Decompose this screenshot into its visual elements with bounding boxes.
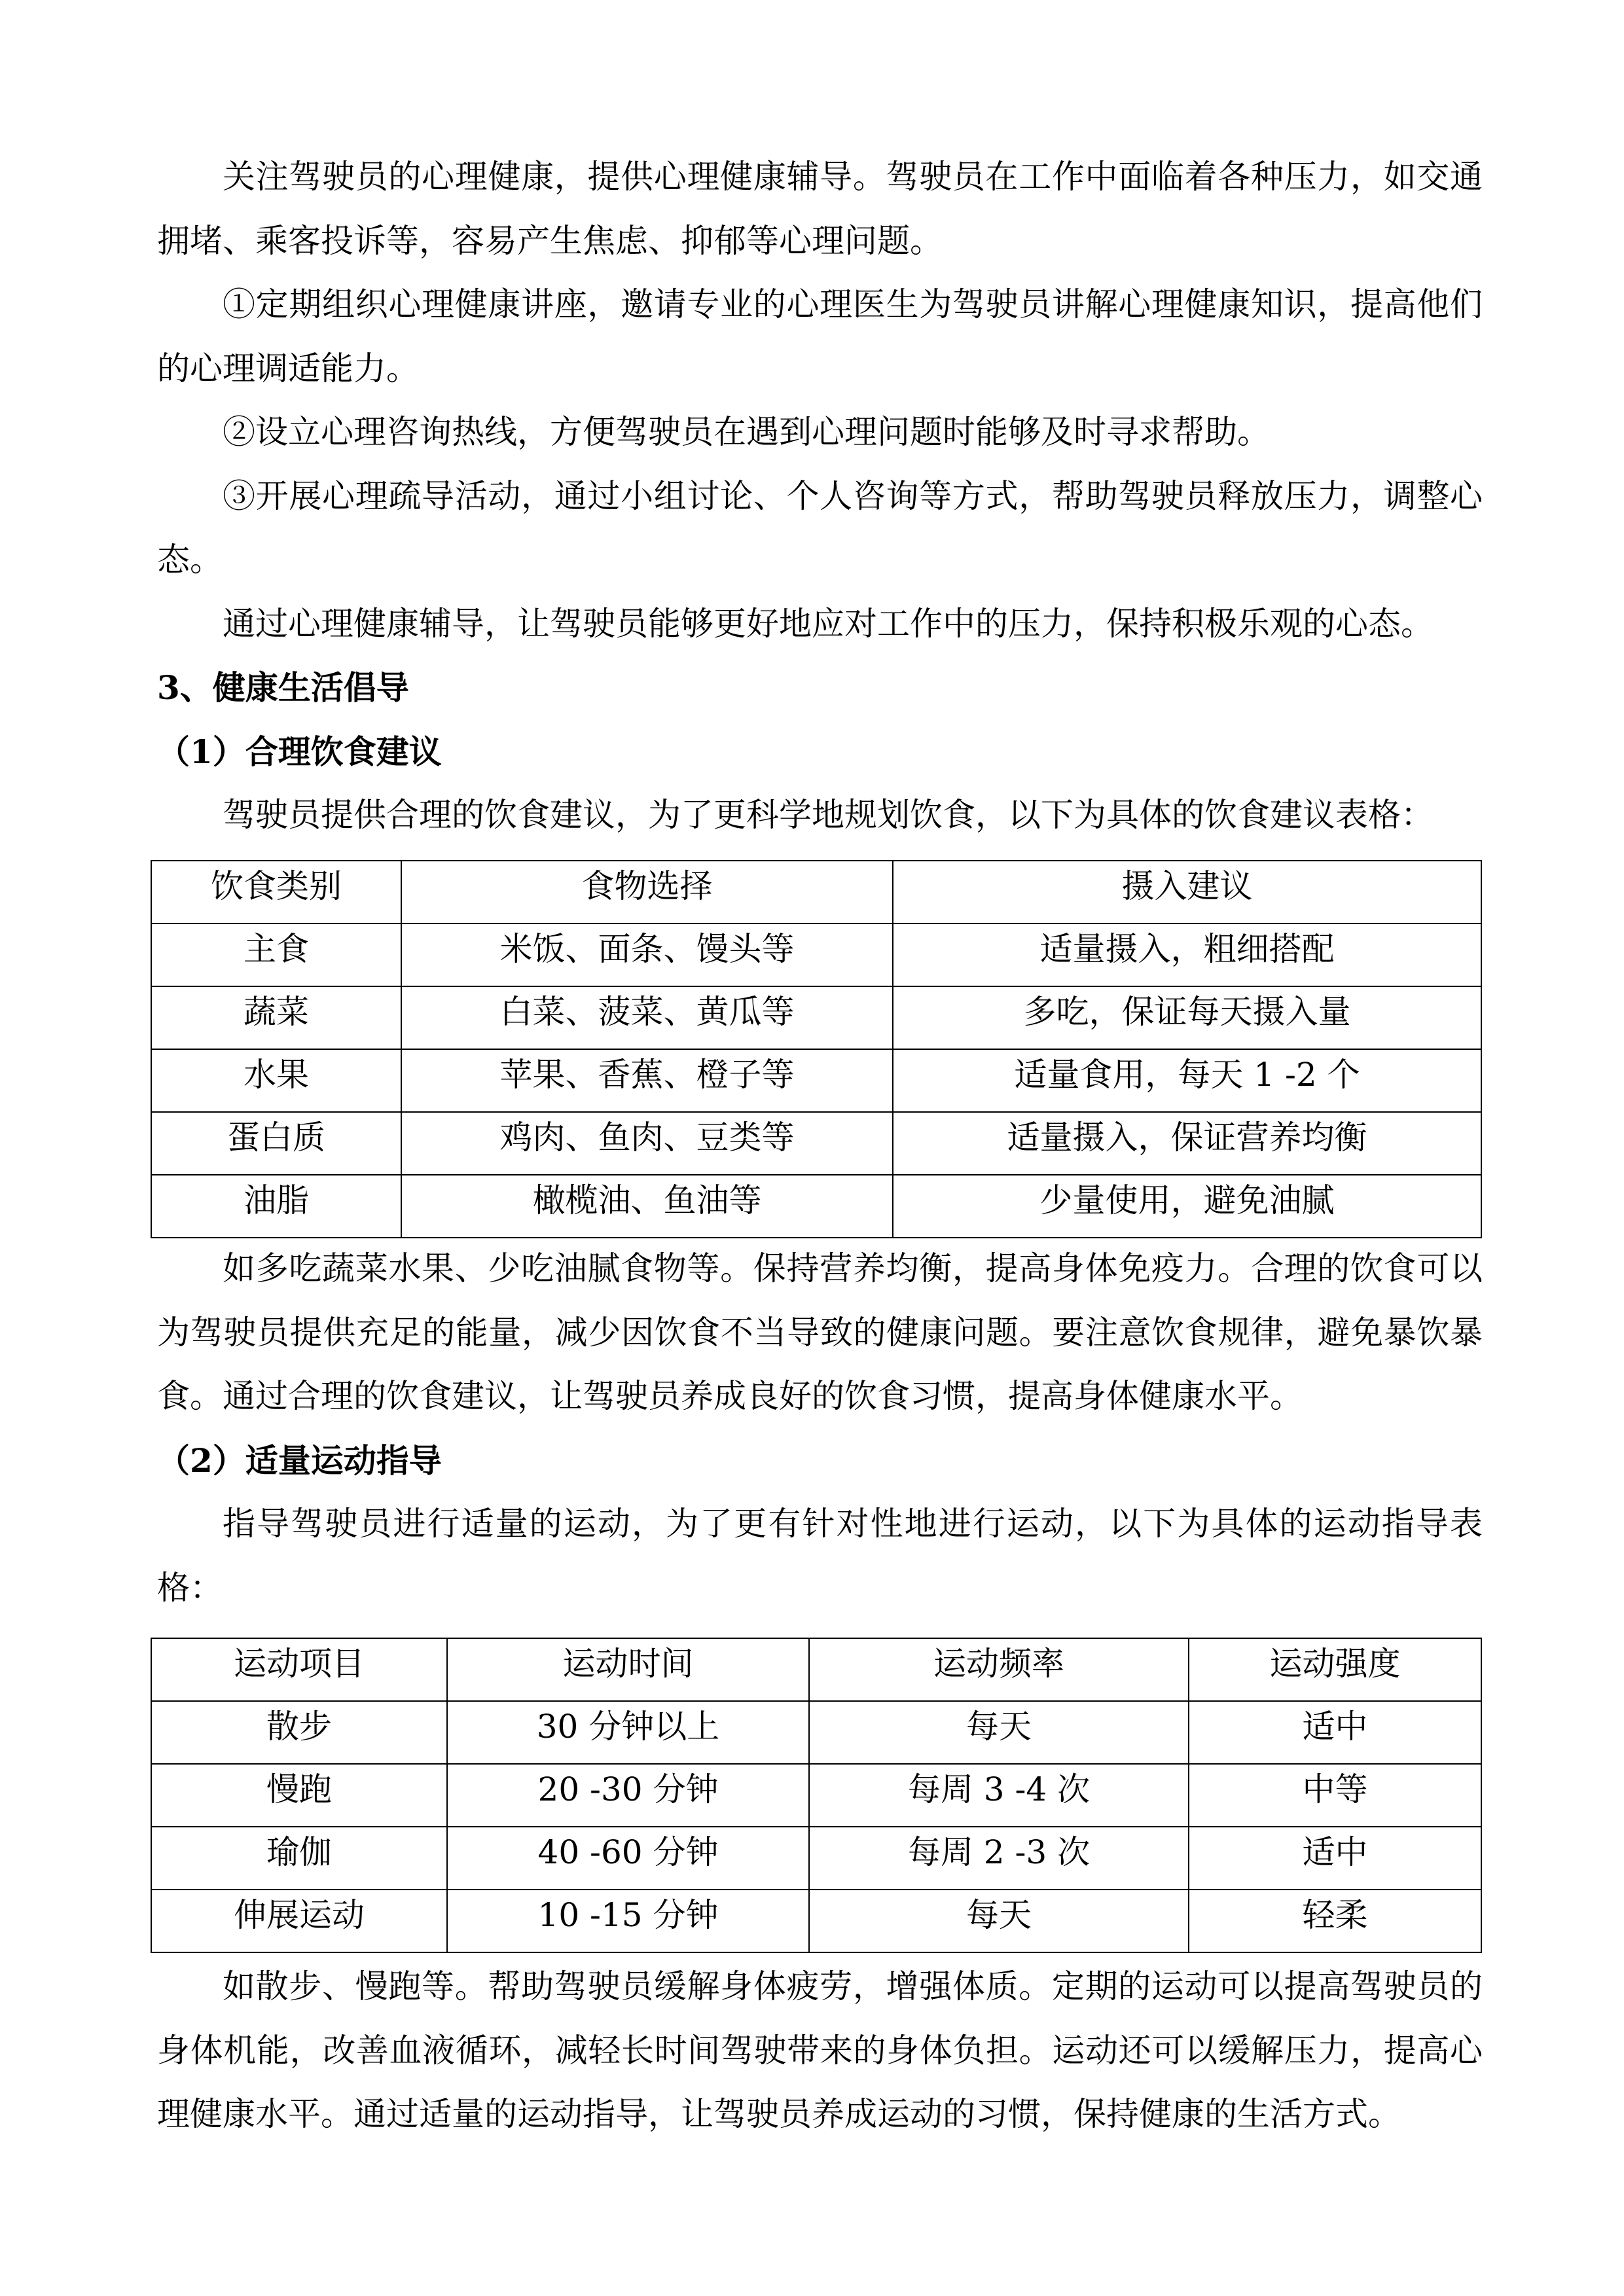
table-row [151,1827,1481,1890]
cell: 每周 3 -4 次 [809,1764,1189,1827]
cell: 主食 [151,924,401,986]
table-header-row [151,1638,1481,1701]
table-header-row [151,861,1481,924]
section-heading: 3、健康生活倡导 [157,668,409,707]
paragraph: ②设立心理咨询热线，方便驾驶员在遇到心理问题时能够及时寻求帮助。 [223,413,1270,451]
table-row [151,1049,1481,1112]
table-row [151,1175,1481,1238]
cell: 散步 [151,1701,447,1764]
table-row [151,986,1481,1049]
cell: 10 -15 分钟 [447,1890,809,1952]
table-row [151,1701,1481,1764]
cell: 米饭、面条、馒头等 [401,924,893,986]
header-cell: 运动强度 [1189,1638,1481,1701]
cell: 伸展运动 [151,1890,447,1952]
table-row [151,1112,1481,1175]
cell: 橄榄油、鱼油等 [401,1175,893,1238]
paragraph: 如多吃蔬菜水果、少吃油腻食物等。保持营养均衡，提高身体免疫力。合理的饮食可以为驾驶员提供充足的能量，减少因饮食不当导致的健康问题。要注意饮食规律，避免暴饮暴食。通过合理的饮食建议，让驾驶员养成良好的饮食习惯，提高身体健康水平。 [157,1249,1483,1415]
cell: 少量使用，避免油腻 [893,1175,1481,1238]
paragraph: ①定期组织心理健康讲座，邀请专业的心理医生为驾驶员讲解心理健康知识，提高他们的心理调适能力。 [157,285,1483,387]
cell: 20 -30 分钟 [447,1764,809,1827]
cell: 适量食用，每天 1 -2 个 [893,1049,1481,1112]
cell: 轻柔 [1189,1890,1481,1952]
cell: 鸡肉、鱼肉、豆类等 [401,1112,893,1175]
diet-table [151,860,1482,1238]
header-cell: 食物选择 [401,861,893,924]
cell: 多吃，保证每天摄入量 [893,986,1481,1049]
cell: 慢跑 [151,1764,447,1827]
cell: 40 -60 分钟 [447,1827,809,1890]
text-block-middle [157,1237,1483,1620]
header-cell: 运动频率 [809,1638,1189,1701]
paragraph: 如散步、慢跑等。帮助驾驶员缓解身体疲劳，增强体质。定期的运动可以提高驾驶员的身体机能，改善血液循环，减轻长时间驾驶带来的身体负担。运动还可以缓解压力，提高心理健康水平。通过适量的运动指导，让驾驶员养成运动的习惯，保持健康的生活方式。 [157,1967,1483,2133]
cell: 每天 [809,1890,1189,1952]
header-cell: 运动项目 [151,1638,447,1701]
cell: 水果 [151,1049,401,1112]
paragraph: 驾驶员提供合理的饮食建议，为了更科学地规划饮食，以下为具体的饮食建议表格： [223,796,1434,834]
paragraph: 关注驾驶员的心理健康，提供心理健康辅导。驾驶员在工作中面临着各种压力，如交通拥堵、乘客投诉等，容易产生焦虑、抑郁等心理问题。 [157,158,1483,260]
cell: 每天 [809,1701,1189,1764]
table-row [151,924,1481,986]
cell: 每周 2 -3 次 [809,1827,1189,1890]
text-block-top [157,145,1483,848]
cell: 适量摄入，保证营养均衡 [893,1112,1481,1175]
paragraph: 指导驾驶员进行适量的运动，为了更有针对性地进行运动，以下为具体的运动指导表格： [157,1505,1483,1607]
table-row [151,1890,1481,1952]
cell: 适中 [1189,1701,1481,1764]
cell: 瑜伽 [151,1827,447,1890]
cell: 苹果、香蕉、橙子等 [401,1049,893,1112]
subsection-heading: （1）合理饮食建议 [157,732,442,771]
cell: 适中 [1189,1827,1481,1890]
header-cell: 饮食类别 [151,861,401,924]
header-cell: 运动时间 [447,1638,809,1701]
subsection-heading: （2）适量运动指导 [157,1441,442,1480]
cell: 30 分钟以上 [447,1701,809,1764]
paragraph: 通过心理健康辅导，让驾驶员能够更好地应对工作中的压力，保持积极乐观的心态。 [223,604,1434,643]
cell: 中等 [1189,1764,1481,1827]
cell: 油脂 [151,1175,401,1238]
paragraph: ③开展心理疏导活动，通过小组讨论、个人咨询等方式，帮助驾驶员释放压力，调整心态。 [157,476,1483,579]
exercise-table [151,1638,1482,1953]
text-block-bottom [157,1955,1483,2147]
table-row [151,1764,1481,1827]
cell: 蔬菜 [151,986,401,1049]
cell: 白菜、菠菜、黄瓜等 [401,986,893,1049]
cell: 蛋白质 [151,1112,401,1175]
cell: 适量摄入，粗细搭配 [893,924,1481,986]
header-cell: 摄入建议 [893,861,1481,924]
